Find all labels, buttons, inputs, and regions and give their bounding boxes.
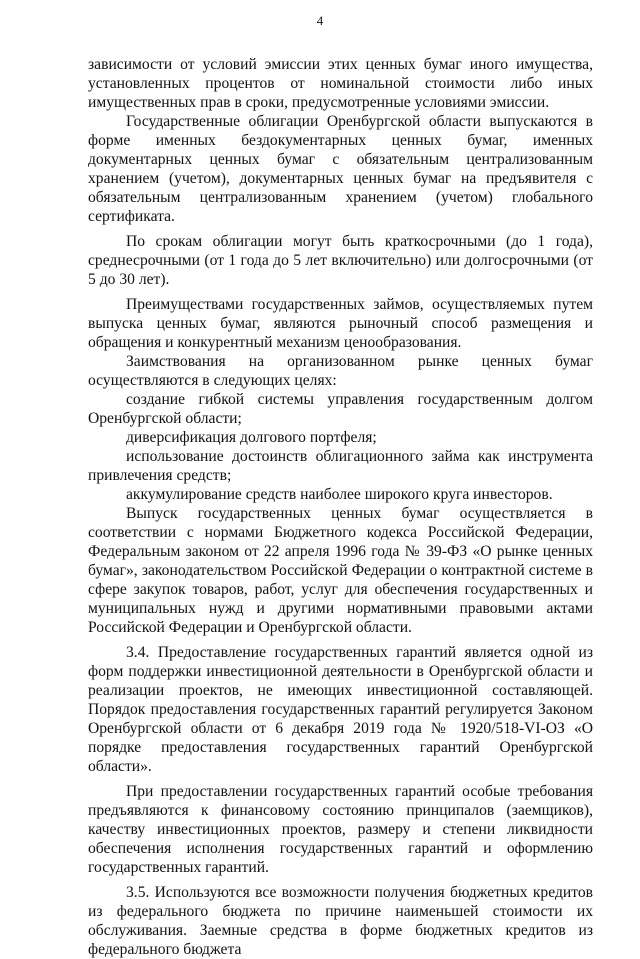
paragraph: Выпуск государственных ценных бумаг осуществляется в соответствии с нормами Бюджетного кодекса Российской Федерации, Федеральным законом от 22 апреля 1996 года № 39-ФЗ «О рынке ценных бумаг», законодательством Российской Федерации о контрактной системе в сфере закупок товаров, работ, услуг для обеспечения государственных и муниципальных нужд и другими нормативными правовыми актами Российской Федерации и Оренбургской области. bbox=[88, 505, 593, 636]
list-item: аккумулирование средств наиболее широкого круга инвесторов. bbox=[126, 486, 553, 503]
paragraph: 3.5. Используются все возможности получения бюджетных кредитов из федерального бюджета по причине наименьшей стоимости их обслуживания. Заемные средства в форме бюджетных кредитов из федерального бюджета bbox=[88, 884, 593, 958]
paragraph: Государственные облигации Оренбургской области выпускаются в форме именных бездокументарных ценных бумаг, именных документарных ценных бумаг с обязательным централизованным хранением (учетом), документарных ценных бумаг на предъявителя с обязательным централизованным хранением (учетом) глобального сертификата. bbox=[88, 113, 593, 225]
list-item: создание гибкой системы управления государственным долгом Оренбургской области; bbox=[88, 391, 593, 427]
paragraph: При предоставлении государственных гарантий особые требования предъявляются к финансовому состоянию принципалов (заемщиков), качеству инвестиционных проектов, размеру и степени ликвидности обеспечения исполнения государственных гарантий и оформлению государственных гарантий. bbox=[88, 783, 593, 876]
paragraph: По срокам облигации могут быть краткосрочными (до 1 года), среднесрочными (от 1 года до 5 лет включительно) или долгосрочными (от 5 до 30 лет). bbox=[88, 233, 593, 288]
document-body bbox=[88, 55, 593, 959]
paragraph: Преимуществами государственных займов, осуществляемых путем выпуска ценных бумаг, являются рыночный способ размещения и обращения и конкурентный механизм ценообразования. bbox=[88, 296, 593, 351]
list-item: использование достоинств облигационного займа как инструмента привлечения средств; bbox=[88, 448, 593, 484]
paragraph: 3.4. Предоставление государственных гарантий является одной из форм поддержки инвестиционной деятельности в Оренбургской области и реализации проектов, не имеющих инвестиционной составляющей. Порядок предоставления государственных гарантий регулируется Законом Оренбургской области от 6 декабря 2019 года № 1920/518-VI-ОЗ «О порядке предоставления государственных гарантий Оренбургской области». bbox=[88, 644, 593, 775]
paragraph: зависимости от условий эмиссии этих ценных бумаг иного имущества, установленных процентов от номинальной стоимости либо иных имущественных прав в сроки, предусмотренные условиями эмиссии. bbox=[88, 56, 593, 111]
page-number: 4 bbox=[316, 13, 324, 28]
list-item: диверсификация долгового портфеля; bbox=[126, 429, 377, 446]
paragraph: Заимствования на организованном рынке ценных бумаг осуществляются в следующих целях: bbox=[88, 353, 593, 389]
